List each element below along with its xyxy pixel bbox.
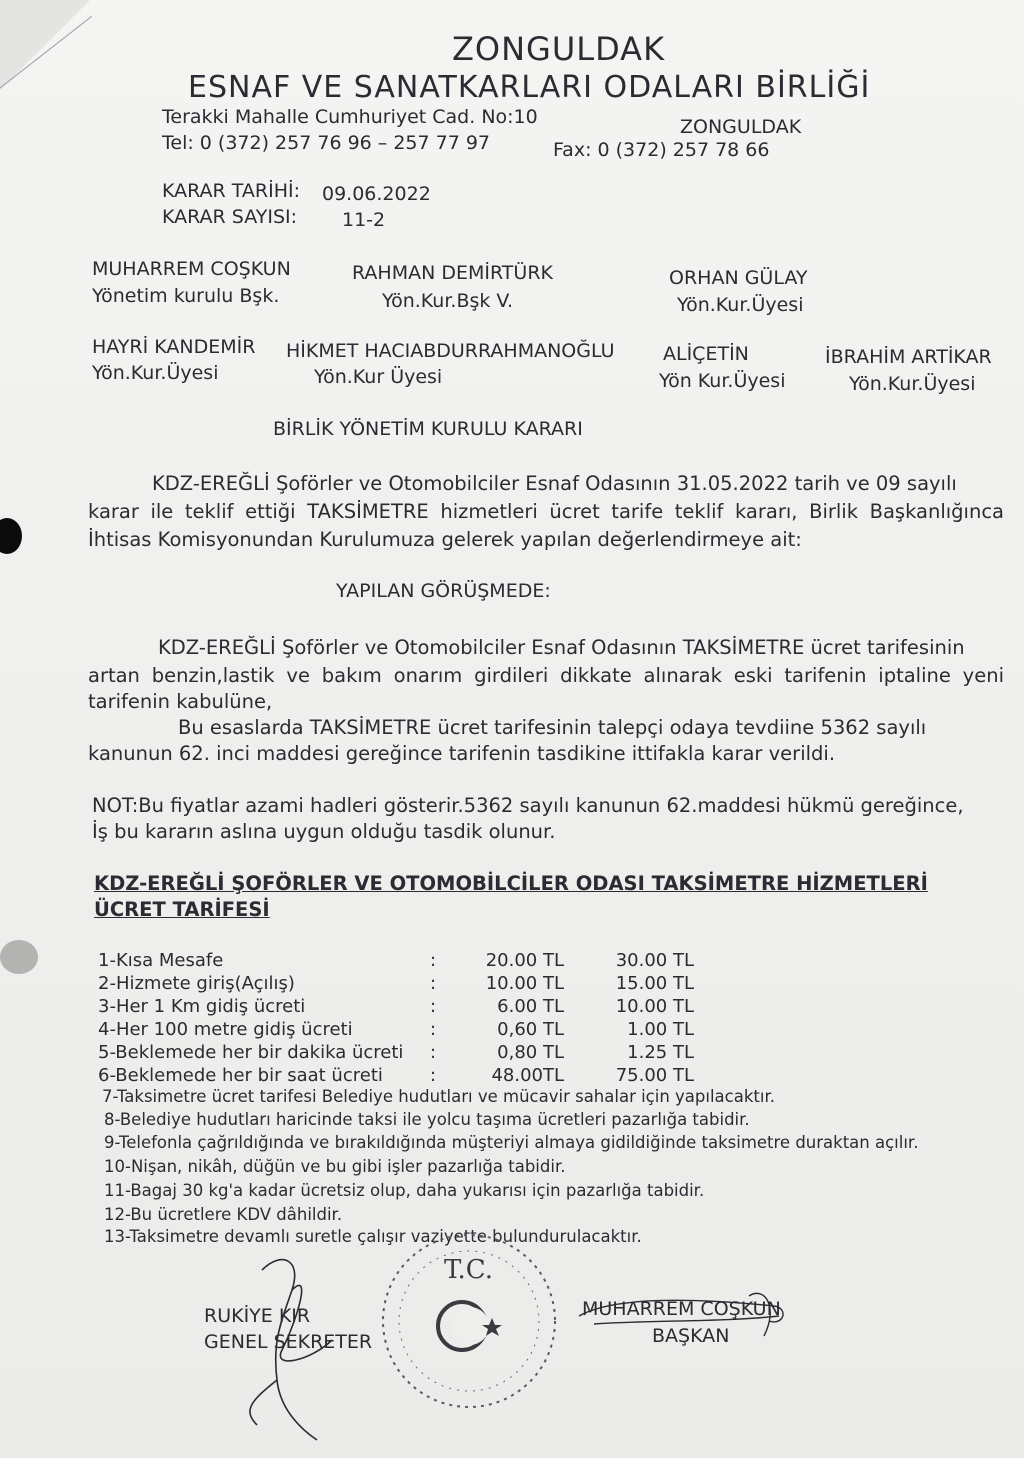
tariff-colon: : [430, 950, 437, 971]
tariff-new-price: 30.00 TL [615, 950, 694, 971]
tariff-colon: : [430, 1042, 437, 1063]
punch-hole-bottom [0, 940, 38, 974]
board-member-role: Yönetim kurulu Bşk. [92, 285, 280, 307]
tariff-rule: 8-Belediye hudutları haricinde taksi ile yolcu taşıma ücretleri pazarlığa tabidir. [104, 1110, 750, 1129]
board-member-role: Yön.Kur.Bşk V. [382, 290, 514, 312]
org-title-line1: ZONGULDAK [452, 30, 666, 68]
decision-number-label: KARAR SAYISI: [162, 206, 298, 228]
tariff-new-price: 15.00 TL [615, 973, 694, 994]
paragraph-line: tarifenin kabulüne, [88, 690, 273, 713]
note-line: NOT:Bu fiyatlar azami hadleri gösterir.5362 sayılı kanunun 62.maddesi hükmü gereğince, [92, 794, 964, 817]
official-seal [374, 1226, 564, 1416]
board-member-name: HİKMET HACIABDURRAHMANOĞLU [286, 340, 615, 362]
tariff-rule: 13-Taksimetre devamlı suretle çalışır vaziyette bulundurulacaktır. [104, 1227, 642, 1246]
secretary-title: GENEL SEKRETER [204, 1331, 373, 1353]
tariff-item-label: 2-Hizmete giriş(Açılış) [98, 973, 295, 994]
board-member-role: Yön.Kur.Üyesi [849, 373, 976, 395]
tariff-item-label: 6-Beklemede her bir saat ücreti [98, 1065, 383, 1086]
org-tel: Tel: 0 (372) 257 76 96 – 257 77 97 [162, 132, 491, 154]
note-line: İş bu kararın aslına uygun olduğu tasdik olunur. [92, 820, 556, 843]
seal-text: T.C. [444, 1255, 494, 1285]
tariff-item-label: 3-Her 1 Km gidiş ücreti [98, 996, 306, 1017]
board-member-role: Yön.Kur.Üyesi [92, 362, 219, 384]
decision-date-label: KARAR TARİHİ: [162, 180, 301, 202]
tariff-rule: 10-Nişan, nikâh, düğün ve bu gibi işler pazarlığa tabidir. [104, 1157, 566, 1176]
tariff-row [98, 1065, 718, 1088]
org-city: ZONGULDAK [680, 116, 802, 138]
board-member-name: ALİÇETİN [663, 343, 749, 365]
board-member-role: Yön.Kur.Üyesi [677, 294, 804, 316]
board-member-name: İBRAHİM ARTİKAR [825, 346, 992, 368]
tariff-colon: : [430, 973, 437, 994]
meeting-heading: YAPILAN GÖRÜŞMEDE: [336, 580, 551, 602]
paragraph-line: kanunun 62. inci maddesi gereğince tarifenin tasdikine ittifakla karar verildi. [88, 742, 836, 765]
tariff-new-price: 1.25 TL [627, 1042, 694, 1063]
tariff-new-price: 10.00 TL [615, 996, 694, 1017]
tariff-rule: 12-Bu ücretlere KDV dâhildir. [104, 1205, 343, 1224]
tariff-new-price: 1.00 TL [627, 1019, 694, 1040]
intro-line: KDZ-EREĞLİ Şoförler ve Otomobilciler Esnaf Odasının 31.05.2022 tarih ve 09 sayılı [152, 472, 957, 495]
tariff-new-price: 75.00 TL [615, 1065, 694, 1086]
tariff-title-line1: KDZ-EREĞLİ ŞOFÖRLER VE OTOMOBİLCİLER ODASI TAKSİMETRE HİZMETLERİ [94, 872, 928, 895]
intro-line: karar ile teklif ettiği TAKSİMETRE hizmetleri ücret tarife teklif kararı, Birlik Başkanlığınca [88, 500, 1004, 523]
president-signature [574, 1276, 794, 1346]
board-member-role: Yön Kur.Üyesi [659, 370, 786, 392]
tariff-title-line2: ÜCRET TARİFESİ [94, 898, 270, 921]
org-address: Terakki Mahalle Cumhuriyet Cad. No:10 [162, 106, 538, 128]
tariff-old-price: 6.00 TL [497, 996, 564, 1017]
tariff-rule: 9-Telefonla çağrıldığında ve bırakıldığında müşteriyi almaya gidildiğinde taksimetre duraktan açılır. [104, 1133, 919, 1152]
tariff-row [98, 996, 718, 1019]
president-title: BAŞKAN [652, 1325, 730, 1347]
paragraph-line: Bu esaslarda TAKSİMETRE ücret tarifesinin talepçi odaya tevdiine 5362 sayılı [178, 716, 927, 739]
tariff-colon: : [430, 996, 437, 1017]
tariff-old-price: 0,60 TL [497, 1019, 564, 1040]
tariff-rule: 11-Bagaj 30 kg'a kadar ücretsiz olup, daha yukarısı için pazarlığa tabidir. [104, 1181, 705, 1200]
paragraph-line: KDZ-EREĞLİ Şoförler ve Otomobilciler Esnaf Odasının TAKSİMETRE ücret tarifesinin [158, 636, 965, 659]
tariff-item-label: 5-Beklemede her bir dakika ücreti [98, 1042, 404, 1063]
punch-hole-top [0, 518, 22, 554]
decision-date-value: 09.06.2022 [322, 183, 431, 205]
intro-line: İhtisas Komisyonundan Kurulumuza gelerek yapılan değerlendirmeye ait: [88, 528, 802, 551]
tariff-row [98, 1042, 718, 1065]
board-member-name: HAYRİ KANDEMİR [92, 336, 256, 358]
org-title-line2: ESNAF VE SANATKARLARI ODALARI BİRLİĞİ [188, 70, 871, 105]
secretary-name: RUKİYE KIR [204, 1305, 311, 1327]
tariff-colon: : [430, 1065, 437, 1086]
tariff-old-price: 10.00 TL [485, 973, 564, 994]
board-member-role: Yön.Kur Üyesi [314, 366, 443, 388]
tariff-old-price: 48.00TL [491, 1065, 564, 1086]
decision-heading: BİRLİK YÖNETİM KURULU KARARI [273, 418, 583, 440]
org-fax: Fax: 0 (372) 257 78 66 [553, 139, 770, 161]
decision-number-value: 11-2 [342, 209, 386, 231]
tariff-old-price: 0,80 TL [497, 1042, 564, 1063]
tariff-item-label: 4-Her 100 metre gidiş ücreti [98, 1019, 353, 1040]
tariff-row [98, 1019, 718, 1042]
tariff-rule: 7-Taksimetre ücret tarifesi Belediye hudutları ve mücavir sahalar için yapılacaktır. [102, 1087, 775, 1106]
tariff-row [98, 950, 718, 973]
tariff-item-label: 1-Kısa Mesafe [98, 950, 224, 971]
tariff-colon: : [430, 1019, 437, 1040]
board-member-name: ORHAN GÜLAY [669, 267, 808, 289]
tariff-row [98, 973, 718, 996]
secretary-signature [222, 1250, 362, 1450]
board-member-name: RAHMAN DEMİRTÜRK [352, 262, 553, 284]
president-name: MUHARREM COŞKUN [582, 1298, 781, 1320]
tariff-old-price: 20.00 TL [485, 950, 564, 971]
paragraph-line: artan benzin,lastik ve bakım onarım girdileri dikkate alınarak eski tarifenin iptaline yeni [88, 664, 1004, 687]
board-member-name: MUHARREM COŞKUN [92, 258, 291, 280]
